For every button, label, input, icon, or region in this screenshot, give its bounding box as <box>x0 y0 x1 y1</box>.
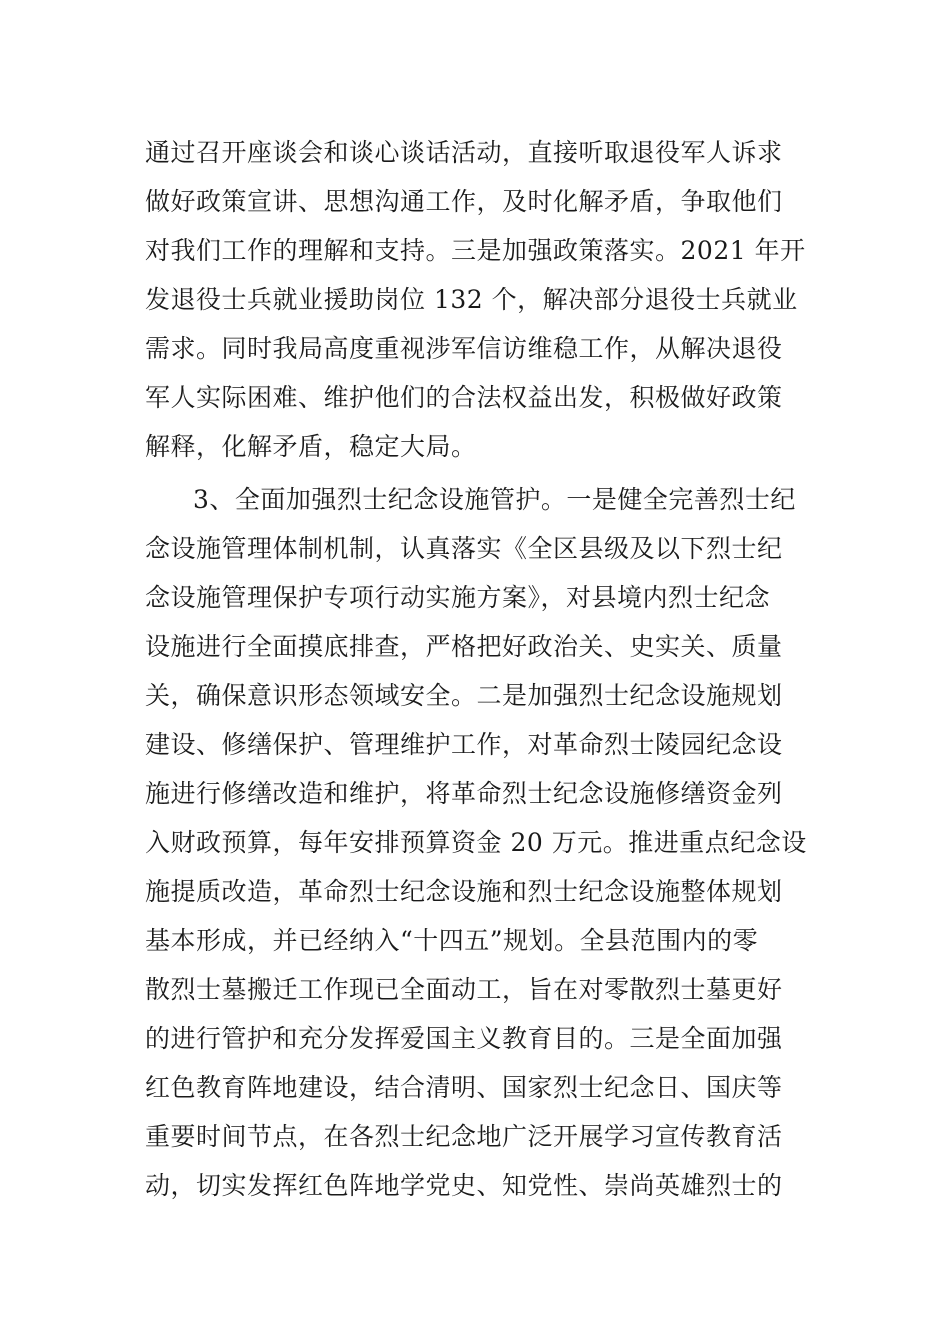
text-line: 的进行管护和充分发挥爱国主义教育目的。三是全面加强 <box>145 1024 783 1053</box>
text-line: 设施进行全面摸底排查，严格把好政治关、史实关、质量 <box>145 632 783 661</box>
text-line: 关，确保意识形态领域安全。二是加强烈士纪念设施规划 <box>145 681 783 710</box>
text-line: 基本形成，并已经纳入“十四五”规划。全县范围内的零 <box>145 926 759 955</box>
text-line: 对我们工作的理解和支持。三是加强政策落实。2021 年开 <box>145 236 806 265</box>
text-line: 念设施管理体制机制，认真落实《全区县级及以下烈士纪 <box>145 534 783 563</box>
paragraph-heading-line: 3、全面加强烈士纪念设施管护。一是健全完善烈士纪 <box>193 485 796 514</box>
text-line: 通过召开座谈会和谈心谈话活动，直接听取退役军人诉求 <box>145 138 783 167</box>
text-line: 解释，化解矛盾，稳定大局。 <box>145 432 477 461</box>
text-line: 动，切实发挥红色阵地学党史、知党性、崇尚英雄烈士的 <box>145 1171 783 1200</box>
text-line: 发退役士兵就业援助岗位 132 个，解决部分退役士兵就业 <box>145 285 798 314</box>
text-line: 红色教育阵地建设，结合清明、国家烈士纪念日、国庆等 <box>145 1073 783 1102</box>
text-line: 施提质改造，革命烈士纪念设施和烈士纪念设施整体规划 <box>145 877 783 906</box>
text-line: 建设、修缮保护、管理维护工作，对革命烈士陵园纪念设 <box>145 730 783 759</box>
text-line: 施进行修缮改造和维护，将革命烈士纪念设施修缮资金列 <box>145 779 783 808</box>
text-line: 需求。同时我局高度重视涉军信访维稳工作，从解决退役 <box>145 334 783 363</box>
paragraph-3 <box>145 475 817 1210</box>
text-line: 重要时间节点，在各烈士纪念地广泛开展学习宣传教育活 <box>145 1122 783 1151</box>
text-line: 念设施管理保护专项行动实施方案》，对县境内烈士纪念 <box>145 583 771 612</box>
paragraph-continued <box>145 128 817 471</box>
text-line: 入财政预算，每年安排预算资金 20 万元。推进重点纪念设 <box>145 828 807 857</box>
text-line: 散烈士墓搬迁工作现已全面动工，旨在对零散烈士墓更好 <box>145 975 783 1004</box>
text-line: 做好政策宣讲、思想沟通工作，及时化解矛盾，争取他们 <box>145 187 783 216</box>
text-line: 军人实际困难、维护他们的合法权益出发，积极做好政策 <box>145 383 783 412</box>
